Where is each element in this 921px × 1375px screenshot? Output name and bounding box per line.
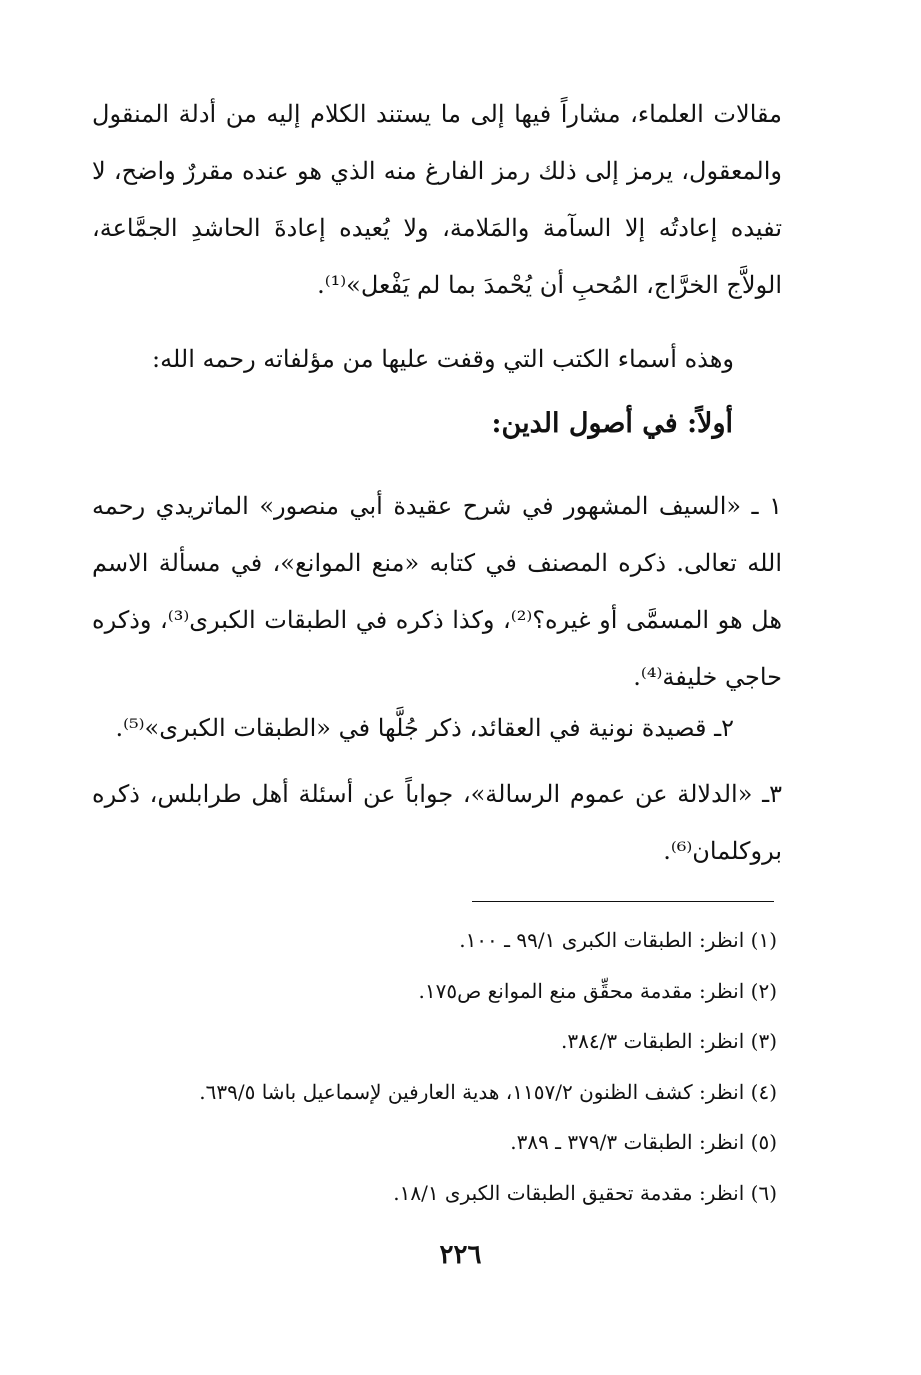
- footnote-4: (٤) انظر: كشف الظنون ١١٥٧/٢، هدية العارفين لإسماعيل باشا ٦٣٩/٥.: [199, 1079, 777, 1104]
- footnote-3: (٣) انظر: الطبقات ٣٨٤/٣.: [561, 1029, 777, 1053]
- section-heading: أولاً: في أصول الدين:: [491, 408, 733, 439]
- footnote-1: (١) انظر: الطبقات الكبرى ٩٩/١ ـ ١٠٠.: [459, 928, 777, 952]
- footnote-6: (٦) انظر: مقدمة تحقيق الطبقات الكبرى ١٨/١.: [393, 1180, 777, 1205]
- list-item-3: ٣ـ «الدلالة عن عموم الرسالة»، جواباً عن أسئلة أهل طرابلس، ذكره بروكلمان⁽⁶⁾.: [92, 780, 782, 865]
- footnote-separator: [472, 901, 774, 902]
- list-item-1: ١ ـ «السيف المشهور في شرح عقيدة أبي منصور» الماتريدي رحمه الله تعالى. ذكره المصنف في كتابه «منع الموانع»، في مسألة الاسم هل هو المسمَّى أو غيره؟⁽²⁾، وكذا ذكره في الطبقات الكبرى⁽³⁾، وذكره حاجي خليفة⁽⁴⁾.: [92, 492, 783, 691]
- footnote-5: (٥) انظر: الطبقات ٣٧٩/٣ ـ ٣٨٩.: [510, 1130, 777, 1154]
- footnotes: [120, 922, 777, 1225]
- book-list-intro: وهذه أسماء الكتب التي وقفت عليها من مؤلفاته رحمه الله:: [152, 345, 734, 373]
- footnote-2: (٢) انظر: مقدمة محقِّق منع الموانع ص١٧٥.: [418, 978, 777, 1003]
- page-number: ٢٢٦: [439, 1240, 482, 1270]
- list-item-2: ٢ـ قصيدة نونية في العقائد، ذكر جُلَّها في «الطبقات الكبرى»⁽⁵⁾.: [115, 714, 734, 742]
- intro-paragraph: مقالات العلماء، مشاراً فيها إلى ما يستند الكلام إليه من أدلة المنقول والمعقول، يرمز إلى ذلك رمز الفارغ منه الذي هو عنده مقررٌ واضح، لا تفيده إعادتُه إلا السآمة والمَلامة، ولا يُعيده إعادةَ الحاشدِ الجمَّاعة، الولاَّج الخرَّاج، المُحبِ أن يُحْمدَ بما لم يَفْعل»⁽¹⁾.: [92, 100, 782, 299]
